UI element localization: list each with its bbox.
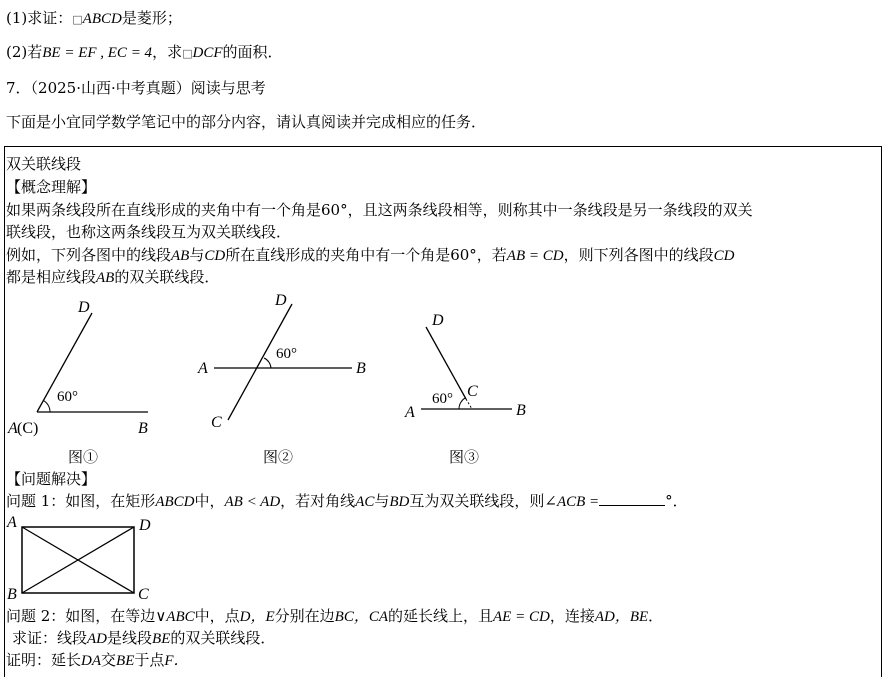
p1-text: 问题 1：如图，在矩形 (6, 492, 156, 510)
fig3-label-D: D (432, 312, 444, 329)
ex2-text: 都是相应线段 (6, 268, 97, 286)
fig2-label-C: C (211, 414, 222, 431)
fig2-label-D: D (275, 292, 287, 309)
q2-condition: BE = EF , EC = 4 (42, 45, 153, 61)
p2-text-4: 的延长线上，且 (388, 607, 494, 625)
p1-bd: BD (389, 494, 410, 510)
rect-label-C: C (138, 586, 149, 603)
q1-shape: ABCD (82, 11, 122, 27)
p1-end: °． (665, 492, 688, 510)
definition-line-1: 如果两条线段所在直线形成的夹角中有一个角是60°，且这两条线段相等，则称其中一条线段是另一条线段的双关 (6, 201, 753, 219)
q2-suffix: 的面积． (222, 43, 283, 61)
fig1-label-AC: (C) (17, 420, 39, 437)
proof-text-3: 于点 (134, 651, 165, 669)
figure-2 (197, 292, 366, 431)
prove-line (12, 628, 275, 649)
p2-sides: BC，CA (334, 609, 388, 625)
q1-suffix: 是菱形； (121, 9, 182, 27)
prove-text: 求证：线段 (12, 629, 88, 647)
example-line-1 (6, 245, 734, 266)
p2-end: ． (648, 607, 664, 625)
p1-cond: AB < AD (224, 494, 281, 510)
fig1-label-D: D (78, 299, 90, 316)
ex-text-2: 所在直线形成的夹角中有一个角是60°，若 (225, 246, 507, 264)
q1-prefix: (1)求证： (6, 9, 73, 27)
intro-text: 下面是小宜同学数学笔记中的部分内容，请认真阅读并完成相应的任务． (6, 113, 487, 131)
prove-text-2: 是线段 (107, 629, 153, 647)
proof-da: DA (81, 653, 102, 669)
problem-7-title: 7．（2025·山西·中考真题）阅读与思考 (6, 79, 266, 97)
fig3-label-A: A (405, 404, 415, 421)
p2-eq: AE = CD (493, 609, 550, 625)
fig3-angle: 60° (432, 391, 453, 407)
fig2-label-B: B (356, 360, 366, 377)
q2-mid: ，求 (152, 43, 183, 61)
note-heading: 双关联线段 (6, 155, 82, 173)
fig2-caption: 图② (263, 448, 294, 466)
parallelogram-symbol: □ (72, 13, 83, 26)
parallelogram-symbol: □ (182, 47, 193, 60)
p2-text-5: ，连接 (549, 607, 595, 625)
rect-label-B: B (7, 586, 17, 603)
figure-3 (404, 312, 526, 421)
figure-1 (7, 299, 148, 437)
problem-1-line (6, 491, 688, 512)
prove-be: BE (152, 631, 171, 647)
fig2-label-A: A (198, 360, 208, 377)
p2-text: 问题 2：如图，在等边 (6, 607, 156, 625)
fig2-angle: 60° (276, 346, 297, 362)
fig1-label-A: A (8, 420, 18, 437)
ex-ab: AB (171, 248, 190, 264)
ex-and: 与 (189, 246, 205, 264)
ex2-text-2: 的双关联线段． (114, 268, 220, 286)
p1-text-4: 与 (374, 492, 390, 510)
definition-line-2: 联线段，也称这两条线段互为双关联线段． (6, 223, 292, 241)
answer-blank[interactable] (599, 491, 665, 506)
p2-text-3: 分别在边 (274, 607, 335, 625)
q1-line (6, 8, 182, 30)
p1-angle: ∠ACB = (544, 494, 600, 510)
proof-f: F． (164, 653, 189, 669)
fig1-angle: 60° (57, 389, 78, 405)
ex-eq: AB = CD (506, 248, 564, 264)
fig3-label-C: C (467, 383, 478, 400)
ex-cd: CD (204, 248, 226, 264)
p2-conn: AD，BE (594, 609, 649, 625)
q2-shape: DCF (192, 45, 223, 61)
prove-text-3: 的双关联线段． (170, 629, 276, 647)
proof-line (6, 650, 189, 671)
proof-text-2: 交 (101, 651, 117, 669)
p1-text-2: 中， (194, 492, 225, 510)
solve-label: 【问题解决】 (6, 470, 97, 488)
fig1-caption: 图① (68, 448, 99, 466)
fig1-label-B: B (138, 420, 148, 437)
ex-text-3: ，则下列各图中的线段 (563, 246, 714, 264)
p2-points: D，E (239, 609, 275, 625)
p1-text-3: ，若对角线 (280, 492, 356, 510)
p1-abcd: ABCD (155, 494, 195, 510)
ex-text: 例如，下列各图中的线段 (6, 246, 172, 264)
proof-be: BE (116, 653, 135, 669)
problem-2-line (6, 606, 663, 627)
q2-line (6, 42, 283, 64)
concept-label: 【概念理解】 (6, 178, 97, 196)
p1-ac: AC (355, 494, 375, 510)
fig3-caption: 图③ (449, 448, 480, 466)
p2-text-2: 中，点 (194, 607, 240, 625)
p2-triangle: ∨ABC (155, 609, 195, 625)
rect-label-A: A (7, 514, 17, 531)
figures-svg (0, 285, 885, 475)
p1-text-5: 互为双关联线段，则 (409, 492, 545, 510)
rect-label-D: D (139, 517, 151, 534)
proof-text: 证明：延长 (6, 651, 82, 669)
prove-ad: AD (87, 631, 108, 647)
rectangle-figure (0, 510, 200, 605)
ex2-ab: AB (96, 270, 115, 286)
q2-prefix: (2)若 (6, 43, 43, 61)
fig3-label-B: B (516, 402, 526, 419)
ex-cd-2: CD (713, 248, 735, 264)
